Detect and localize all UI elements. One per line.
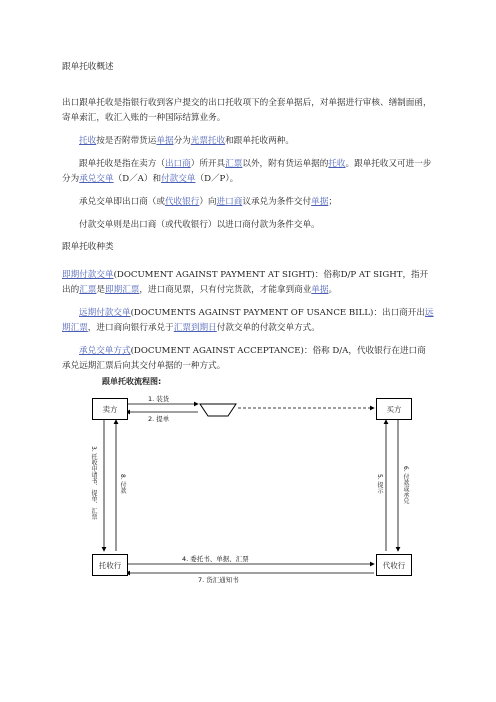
documentary-collection-paragraph: 跟单托收是指在卖方（出口商）所开具汇票以外，附有货运单据的托收。跟单托收又可进一步分为承兑交单（D／A）和付款交单（D／P）。 bbox=[62, 159, 432, 184]
link-usance-draft[interactable]: 远期汇票 bbox=[62, 308, 434, 333]
collecting-bank-box: 代收行 bbox=[376, 554, 412, 576]
step-2-label: 2. 提单 bbox=[148, 415, 170, 423]
step-1-label: 1. 装货 bbox=[148, 395, 170, 403]
buyer-box: 买方 bbox=[376, 398, 412, 420]
types-heading: 跟单托收种类 bbox=[62, 242, 114, 252]
intro-paragraph: 出口跟单托收是指银行收到客户提交的出口托收项下的全套单据后，对单据进行审核、缮制面函，寄单索汇，收汇入账的一种国际结算业务。 bbox=[62, 98, 432, 123]
link-collection[interactable]: 托收 bbox=[79, 136, 97, 146]
ship-shape bbox=[200, 404, 236, 416]
da-paragraph: 承兑交单即出口商（或代收银行）向进口商议承兑为条件交付单据； bbox=[79, 197, 337, 207]
step-8-label: 8. 付款 bbox=[119, 474, 126, 494]
link-sight-draft[interactable]: 即期汇票 bbox=[105, 285, 140, 295]
type-dp-at-sight: 即期付款交单(DOCUMENT AGAINST PAYMENT AT SIGHT)：俗称D/P AT SIGHT，指开出的汇票是即期汇票，进口商见票，只有付完货款，才能拿到商业单据。 bbox=[62, 270, 429, 295]
link-da-method[interactable]: 承兑交单方式 bbox=[79, 346, 131, 356]
link-importer[interactable]: 进口商 bbox=[216, 197, 243, 207]
link-draft[interactable]: 汇票 bbox=[79, 285, 97, 295]
step-3-label: 3. 托收申请书、提单、汇票 bbox=[90, 446, 97, 520]
link-bill-of-exchange[interactable]: 汇票 bbox=[225, 159, 243, 169]
link-dp[interactable]: 付款交单 bbox=[161, 174, 196, 184]
type-da: 承兑交单方式(DOCUMENT AGAINST ACCEPTANCE)：俗称 D/A，代收银行在进口商承兑远期汇票后向其交付单据的一种方式。 bbox=[62, 346, 426, 371]
link-dp-usance[interactable]: 远期付款交单 bbox=[79, 308, 131, 318]
diagram-title: 跟单托收流程图: bbox=[102, 377, 162, 386]
link-documents[interactable]: 单据 bbox=[156, 136, 174, 146]
link-collecting-bank[interactable]: 代收银行 bbox=[164, 197, 200, 207]
seller-box: 卖方 bbox=[92, 398, 128, 420]
step-7-label: 7. 货汇通知书 bbox=[198, 576, 239, 584]
collection-types-paragraph: 托收按是否附带货运单据分为光票托收和跟单托收两种。 bbox=[79, 136, 294, 146]
step-4-label: 4. 委托书、单据、汇票 bbox=[182, 555, 249, 563]
link-documents-2[interactable]: 单据 bbox=[311, 197, 329, 207]
type-dp-usance: 远期付款交单(DOCUMENTS AGAINST PAYMENT OF USANCE BILL)：出口商开出远期汇票，进口商向银行承兑于汇票到期日付款交单的付款交单方式。 bbox=[62, 308, 434, 333]
link-exporter[interactable]: 出口商 bbox=[164, 159, 191, 169]
diagram-arrows bbox=[86, 376, 416, 586]
link-clean-collection[interactable]: 光票托收 bbox=[190, 136, 226, 146]
dp-paragraph: 付款交单则是出口商（或代收银行）以进口商付款为条件交单。 bbox=[79, 220, 320, 230]
link-dp-at-sight[interactable]: 即期付款交单 bbox=[62, 270, 114, 280]
remitting-bank-box: 托收行 bbox=[92, 554, 128, 576]
link-da[interactable]: 承兑交单 bbox=[79, 174, 114, 184]
step-5-label: 5. 提示 bbox=[376, 474, 383, 494]
link-collection-2[interactable]: 托收 bbox=[328, 159, 346, 169]
collection-flow-diagram bbox=[86, 376, 416, 616]
link-documents-3[interactable]: 单据 bbox=[311, 285, 329, 295]
overview-heading: 跟单托收概述 bbox=[62, 62, 114, 72]
link-maturity-date[interactable]: 汇票到期日 bbox=[173, 323, 217, 333]
step-6-label: 6. 付款或承兑 bbox=[402, 466, 409, 504]
